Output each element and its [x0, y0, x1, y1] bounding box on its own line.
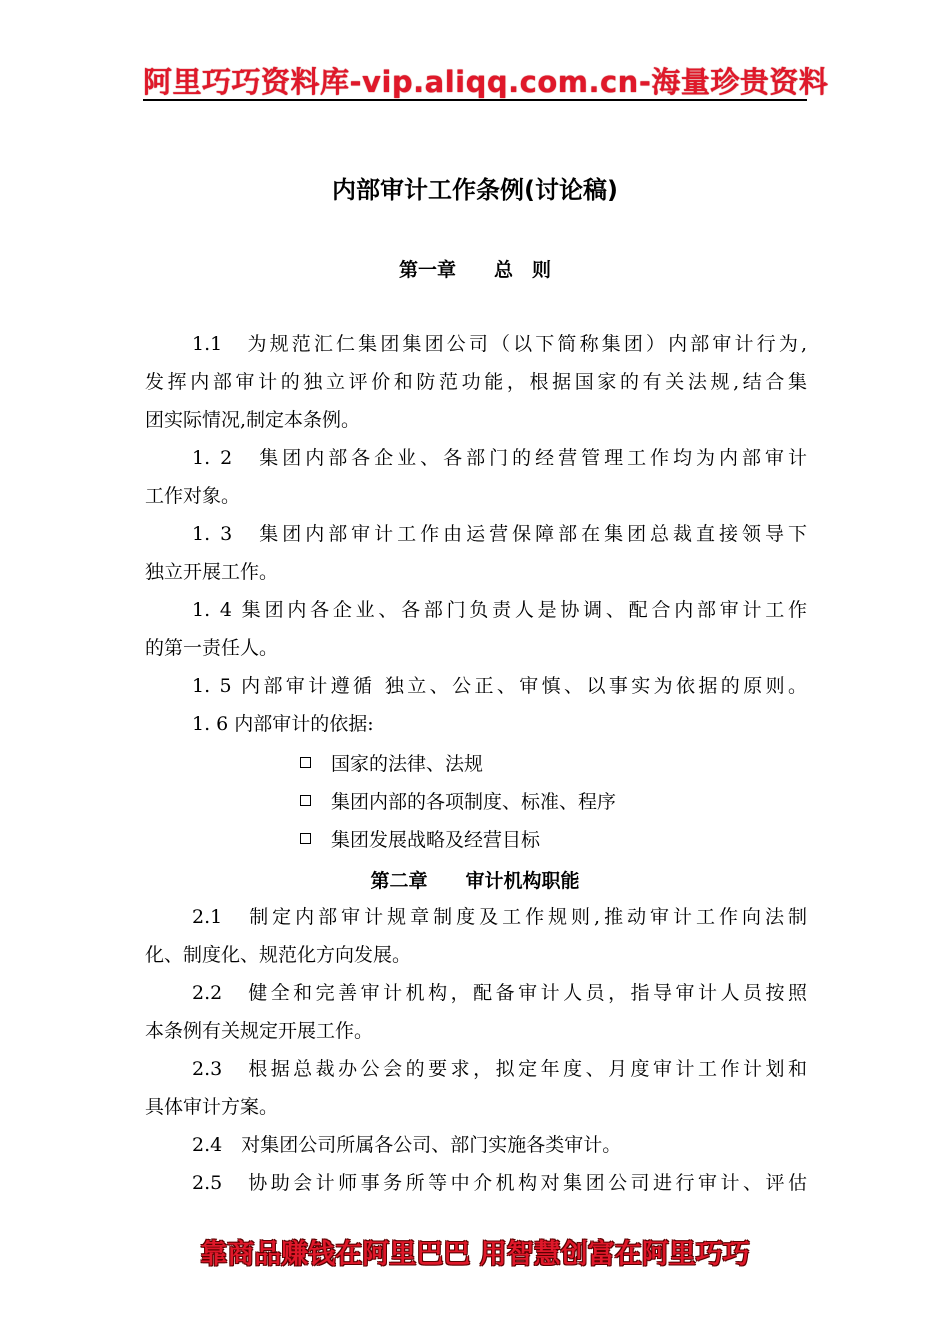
paragraph-line: 团实际情况,制定本条例。: [145, 409, 361, 431]
document-title: 内部审计工作条例(讨论稿): [332, 176, 618, 204]
list-item-text: 集团内部的各项制度、标准、程序: [331, 791, 617, 813]
paragraph-line: 1.1 为规范汇仁集团集团公司（以下简称集团）内部审计行为,: [192, 333, 807, 355]
paragraph-line: 1. 2 集团内部各企业、各部门的经营管理工作均为内部审计: [192, 447, 807, 469]
list-item: [300, 752, 483, 776]
checkbox-square-icon: [300, 757, 311, 768]
footer-slogan: 靠商品赚钱在阿里巴巴 用智慧创富在阿里巧巧: [200, 1239, 750, 1270]
paragraph-line: 1. 5 内部审计遵循 独立、公正、审慎、以事实为依据的原则。: [192, 675, 807, 697]
paragraph-line: 1. 6 内部审计的依据:: [192, 713, 374, 735]
paragraph-line: 化、制度化、规范化方向发展。: [145, 944, 412, 966]
list-item-text: 集团发展战略及经营目标: [331, 829, 541, 851]
paragraph-line: 具体审计方案。: [145, 1096, 279, 1118]
header-banner: 阿里巧巧资料库-vip.aliqq.com.cn-海量珍贵资料: [143, 65, 829, 99]
checkbox-square-icon: [300, 795, 311, 806]
paragraph-line: 独立开展工作。: [145, 561, 279, 583]
paragraph-line: 1. 4 集团内各企业、各部门负责人是协调、配合内部审计工作: [192, 599, 807, 621]
list-item: [300, 790, 616, 814]
header-divider: [143, 99, 807, 101]
checkbox-square-icon: [300, 833, 311, 844]
paragraph-line: 本条例有关规定开展工作。: [145, 1020, 374, 1042]
paragraph-line: 的第一责任人。: [145, 637, 279, 659]
paragraph-line: 2.2 健全和完善审计机构，配备审计人员，指导审计人员按照: [192, 982, 807, 1004]
paragraph-line: 2.3 根据总裁办公会的要求，拟定年度、月度审计工作计划和: [192, 1058, 807, 1080]
paragraph-line: 2.5 协助会计师事务所等中介机构对集团公司进行审计、评估: [192, 1172, 807, 1194]
list-item: [300, 828, 540, 852]
chapter-2-heading: 第二章 审计机构职能: [370, 870, 580, 892]
paragraph-line: 发挥内部审计的独立评价和防范功能，根据国家的有关法规,结合集: [145, 371, 807, 393]
list-item-text: 国家的法律、法规: [331, 753, 484, 775]
chapter-1-heading: 第一章 总 则: [398, 259, 551, 281]
paragraph-line: 工作对象。: [145, 485, 241, 507]
paragraph-line: 1. 3 集团内部审计工作由运营保障部在集团总裁直接领导下: [192, 523, 807, 545]
paragraph-line: 2.4 对集团公司所属各公司、部门实施各类审计。: [192, 1134, 622, 1156]
paragraph-line: 2.1 制定内部审计规章制度及工作规则,推动审计工作向法制: [192, 906, 807, 928]
